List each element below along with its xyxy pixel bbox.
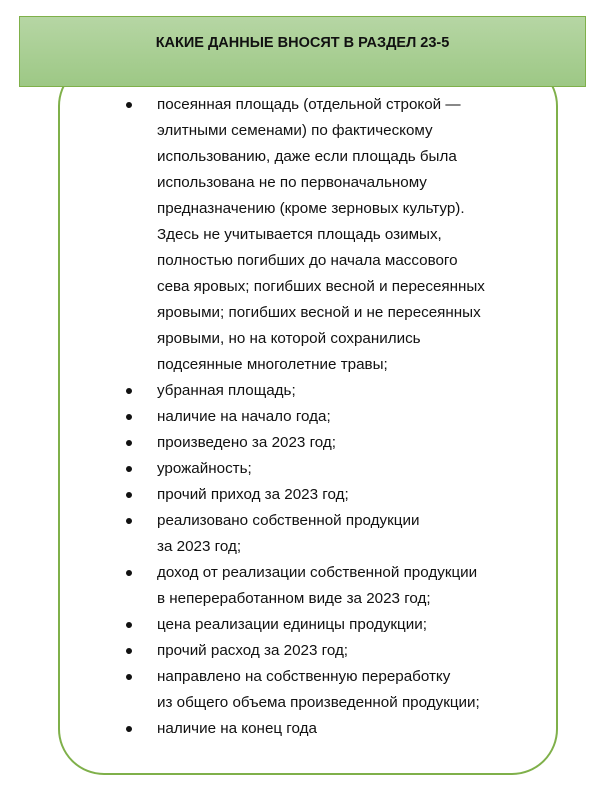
list-item-text: доход от реализации собственной продукции: [157, 564, 478, 581]
list-item-text: яровыми; погибших весной и не пересеянных: [157, 304, 481, 321]
bullet-icon: [126, 388, 132, 394]
bullet-icon: [126, 414, 132, 420]
bullet-icon: [126, 570, 132, 576]
bullet-icon: [126, 648, 132, 654]
list-item-text: полностью погибших до начала массового: [157, 252, 458, 269]
header-banner: [19, 16, 586, 87]
list-item: [126, 716, 485, 742]
list-item-text: яровыми, но на которой сохранились: [157, 330, 421, 347]
list-item-text: сева яровых; погибших весной и пересеянных: [157, 278, 485, 295]
bullet-icon: [126, 518, 132, 524]
list-item-text: посеянная площадь (отдельной строкой —: [157, 96, 461, 113]
list-item: [126, 92, 485, 378]
bullet-icon: [126, 674, 132, 680]
list-item: [126, 482, 485, 508]
bullet-icon: [126, 622, 132, 628]
list-item-text: в непереработанном виде за 2023 год;: [157, 590, 431, 607]
list-item-text: использованию, даже если площадь была: [157, 148, 457, 165]
list-item-text: убранная площадь;: [157, 382, 296, 399]
list-item: [126, 508, 485, 560]
list-item: [126, 456, 485, 482]
list-item-text: произведено за 2023 год;: [157, 434, 336, 451]
page-title: КАКИЕ ДАННЫЕ ВНОСЯТ В РАЗДЕЛ 23-5: [155, 34, 450, 51]
list-item-text: наличие на начало года;: [157, 408, 331, 425]
bullet-icon: [126, 102, 132, 108]
list-item: [126, 560, 485, 612]
list-item-text: из общего объема произведенной продукции;: [157, 694, 480, 711]
list-item-text: Здесь не учитывается площадь озимых,: [157, 226, 442, 243]
list-item-text: прочий расход за 2023 год;: [157, 642, 349, 659]
bullet-icon: [126, 492, 132, 498]
list-item-text: наличие на конец года: [157, 720, 317, 737]
list-item-text: направлено на собственную переработку: [157, 668, 451, 685]
list-item: [126, 612, 485, 638]
bullet-icon: [126, 440, 132, 446]
list-item-text: предназначению (кроме зерновых культур).: [157, 200, 465, 217]
list-item: [126, 378, 485, 404]
list-item: [126, 430, 485, 456]
list-item-text: за 2023 год;: [157, 538, 242, 555]
list-item-text: урожайность;: [157, 460, 252, 477]
list-item: [126, 404, 485, 430]
bullet-icon: [126, 726, 132, 732]
list-item-text: элитными семенами) по фактическому: [157, 122, 433, 139]
list-item-text: реализовано собственной продукции: [157, 512, 420, 529]
list-item: [126, 664, 485, 716]
list-item-text: подсеянные многолетние травы;: [157, 356, 388, 373]
bullet-list: [126, 92, 485, 742]
list-item-text: использована не по первоначальному: [157, 174, 427, 191]
list-item-text: прочий приход за 2023 год;: [157, 486, 349, 503]
bullet-icon: [126, 466, 132, 472]
list-item-text: цена реализации единицы продукции;: [157, 616, 427, 633]
list-item: [126, 638, 485, 664]
